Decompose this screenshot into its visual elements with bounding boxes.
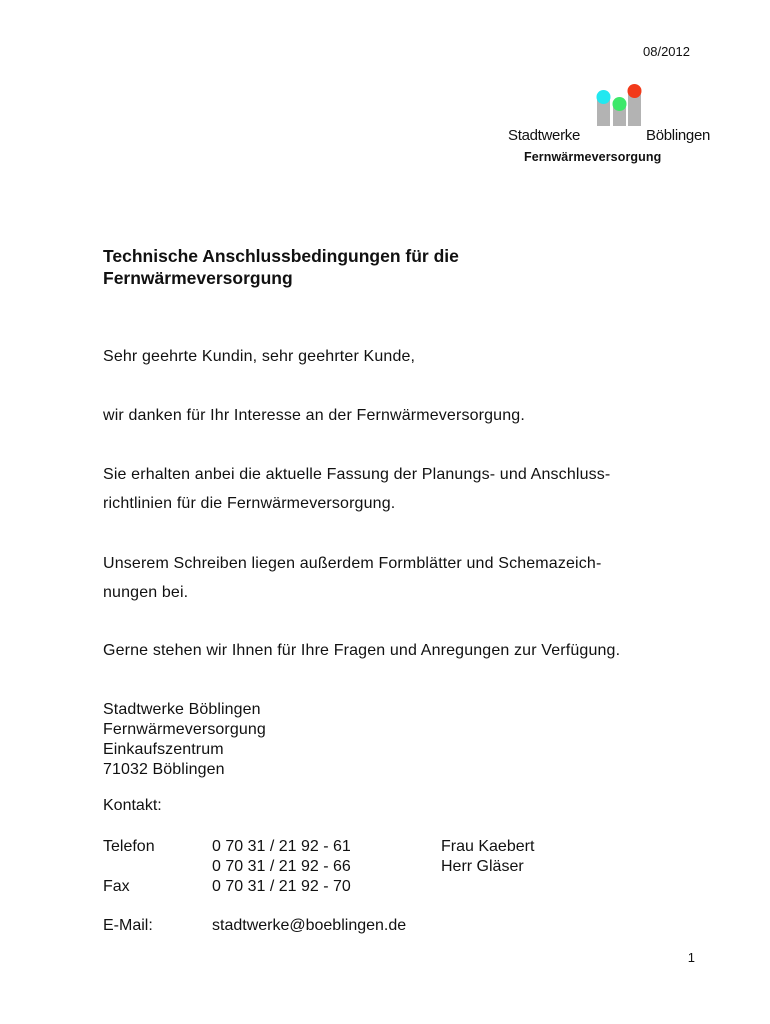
logo-subtitle: Fernwärmeversorgung	[524, 150, 662, 164]
paragraph-line: Unserem Schreiben liegen außerdem Formblätter und Schemazeich-	[103, 555, 602, 572]
logo-bars-icon	[593, 84, 645, 126]
greeting: Sehr geehrte Kundin, sehr geehrter Kunde,	[103, 348, 416, 365]
document-title	[103, 245, 703, 289]
phone-number-2: 0 70 31 / 21 92 - 66	[212, 858, 351, 875]
telefon-label: Telefon	[103, 838, 155, 855]
title-line-2: Fernwärmeversorgung	[103, 268, 293, 288]
paragraph-line: nungen bei.	[103, 584, 189, 601]
page-number: 1	[687, 950, 695, 965]
paragraph-attachments	[103, 549, 703, 607]
fax-number: 0 70 31 / 21 92 - 70	[212, 878, 351, 895]
contact-person-1: Frau Kaebert	[441, 838, 535, 855]
contact-person-2: Herr Gläser	[441, 858, 524, 875]
paragraph-enclosed	[103, 460, 703, 518]
address-line: Stadtwerke Böblingen	[103, 701, 261, 718]
document-date: 08/2012	[643, 44, 690, 59]
address-line: Fernwärmeversorgung	[103, 721, 266, 738]
email-address: stadtwerke@boeblingen.de	[212, 917, 407, 934]
contact-heading: Kontakt:	[103, 797, 162, 814]
phone-number-1: 0 70 31 / 21 92 - 61	[212, 838, 351, 855]
paragraph-closing: Gerne stehen wir Ihnen für Ihre Fragen und Anregungen zur Verfügung.	[103, 642, 621, 659]
logo-word-stadtwerke: Stadtwerke	[508, 127, 581, 144]
sender-address	[103, 700, 503, 780]
title-line-1: Technische Anschlussbedingungen für die	[103, 246, 459, 266]
fax-label: Fax	[103, 878, 130, 895]
paragraph-thanks: wir danken für Ihr Interesse an der Fernwärmeversorgung.	[103, 407, 525, 424]
address-line: Einkaufszentrum	[103, 741, 224, 758]
email-label: E-Mail:	[103, 917, 153, 934]
paragraph-line: Sie erhalten anbei die aktuelle Fassung der Planungs- und Anschluss-	[103, 466, 611, 483]
paragraph-line: richtlinien für die Fernwärmeversorgung.	[103, 495, 396, 512]
logo-word-boeblingen: Böblingen	[646, 127, 711, 144]
stadtwerke-logo	[500, 82, 725, 167]
address-line: 71032 Böblingen	[103, 761, 225, 778]
